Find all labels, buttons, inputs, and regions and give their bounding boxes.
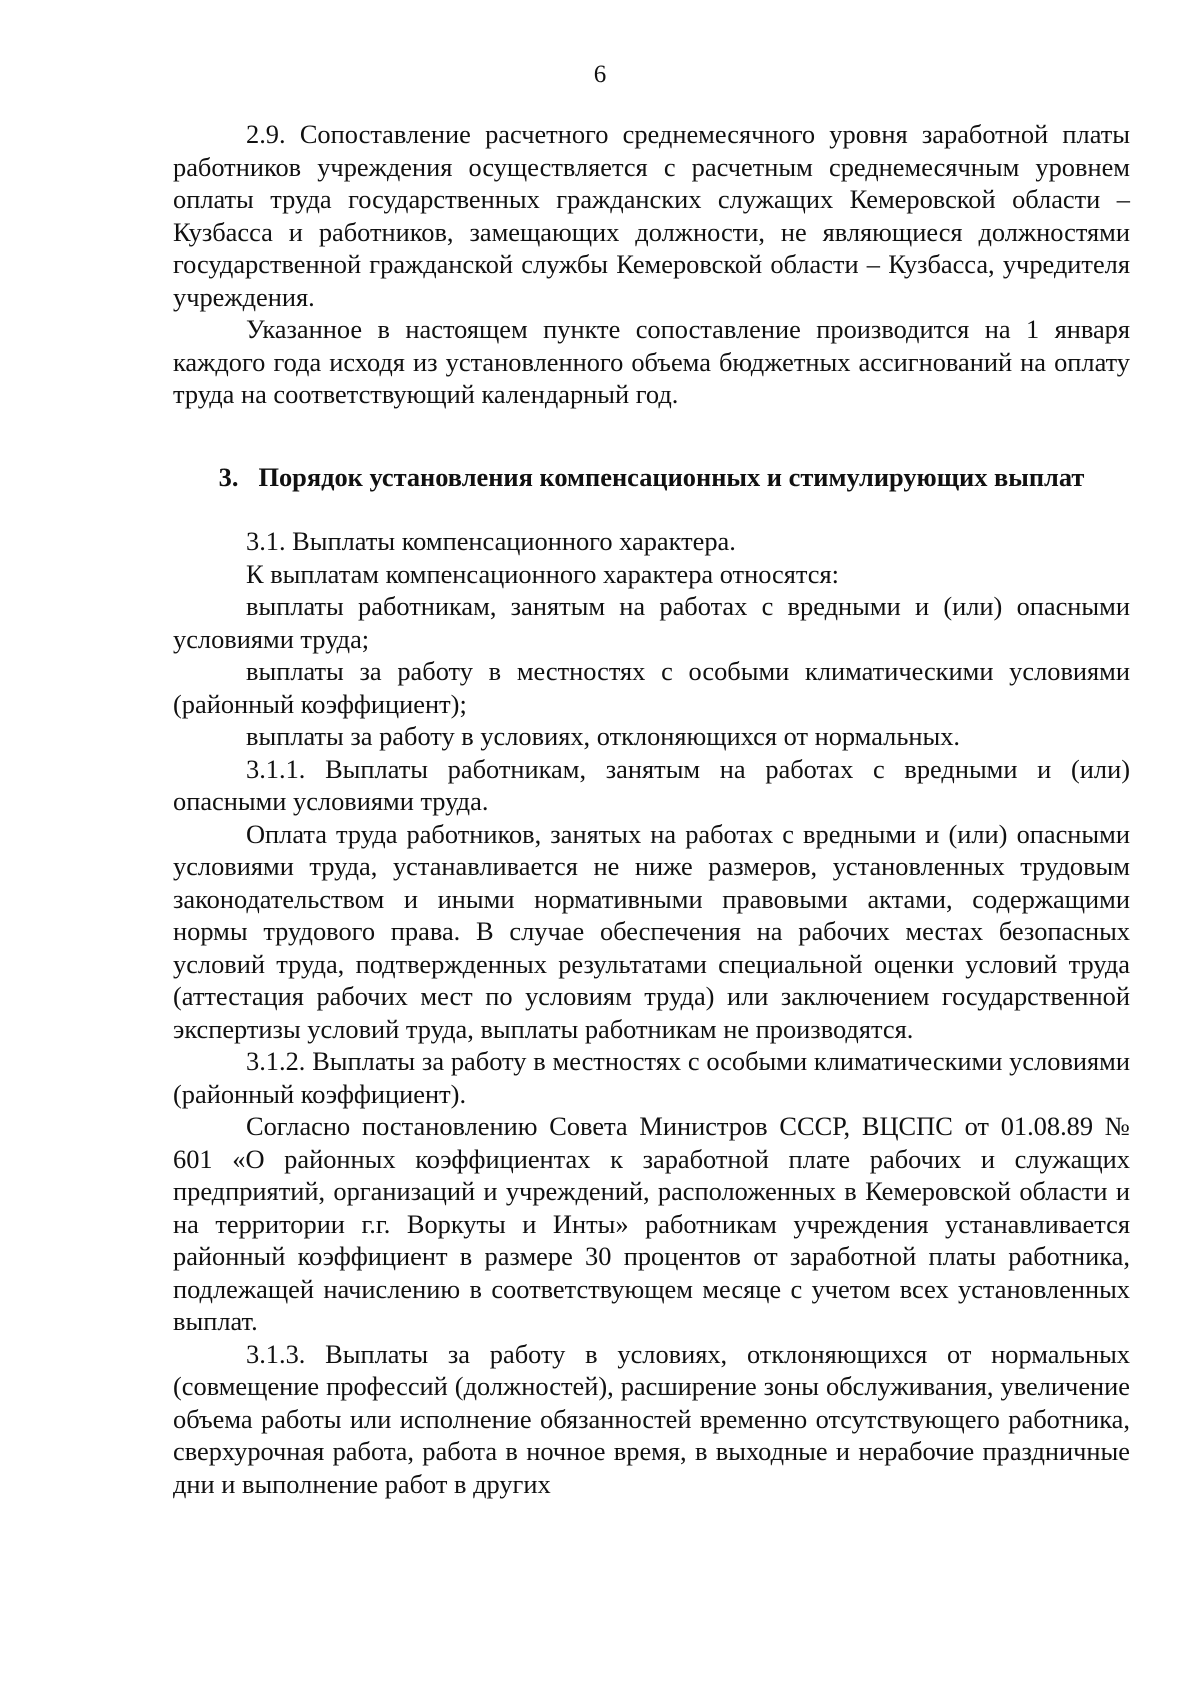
section-3-heading-number: 3. [218, 461, 239, 492]
spacer [173, 411, 1130, 443]
paragraph-3-1-1: 3.1.1. Выплаты работникам, занятым на работах с вредными и (или) опасными условиями труда. [173, 753, 1130, 816]
paragraph-2-9-comparison: Указанное в настоящем пункте сопоставление производится на 1 января каждого года исходя из установленного объема бюджетных ассигнований на оплату труда на соответствующий календарный год. [173, 314, 1130, 409]
paragraph-2-9: 2.9. Сопоставление расчетного среднемесячного уровня заработной платы работников учреждения осуществляется с расчетным среднемесячным уровнем оплаты труда государственных гражданских служащих Кемеровской области – Кузбасса и работников, замещающих должности, не являющиеся должностями государственной гражданской службы Кемеровской области – Кузбасса, учредителя учреждения. [173, 119, 1130, 312]
paragraph-3-1-2-text: Согласно постановлению Совета Министров СССР, ВЦСПС от 01.08.89 № 601 «О районных коэффициентах к заработной плате рабочих и служащих предприятий, организаций и учреждений, расположенных в Кемеровской области и на территории г.г. Воркуты и Инты» работникам учреждения устанавливается районный коэффициент в размере 30 процентов от заработной платы работника, подлежащей начислению в соответствующем месяце с учетом всех установленных выплат. [173, 1111, 1130, 1336]
spacer [173, 493, 1130, 525]
paragraph-list-intro: К выплатам компенсационного характера относятся: [246, 558, 839, 589]
section-3-heading [173, 461, 1130, 494]
section-3-heading-text: Порядок установления компенсационных и стимулирующих выплат [258, 461, 1085, 492]
document-body [173, 118, 1130, 1500]
paragraph-3-1-2: 3.1.2. Выплаты за работу в местностях с особыми климатическими условиями (районный коэффициент). [173, 1046, 1130, 1109]
paragraph-3-1-3: 3.1.3. Выплаты за работу в условиях, отклоняющихся от нормальных (совмещение профессий (должностей), расширение зоны обслуживания, увеличение объема работы или исполнение обязанностей временно отсутствующего работника, сверхурочная работа, работа в ночное время, в выходные и нерабочие праздничные дни и выполнение работ в других [173, 1338, 1130, 1499]
paragraph-3-1: 3.1. Выплаты компенсационного характера. [246, 526, 736, 556]
page-number: 6 [593, 61, 607, 88]
list-item-abnormal: выплаты за работу в условиях, отклоняющихся от нормальных. [246, 721, 961, 751]
paragraph-3-1-1-text: Оплата труда работников, занятых на работах с вредными и (или) опасными условиями труда, устанавливается не ниже размеров, установленных трудовым законодательством и иными нормативными правовыми актами, содержащими нормы трудового права. В случае обеспечения на рабочих местах безопасных условий труда, подтвержденных результатами специальной оценки условий труда (аттестация рабочих мест по условиям труда) или заключением государственной экспертизы условий труда, выплаты работникам не производятся. [173, 818, 1130, 1044]
list-item-climatic: выплаты за работу в местностях с особыми климатическими условиями (районный коэффициент); [173, 656, 1130, 719]
list-item-hazardous: выплаты работникам, занятым на работах с вредными и (или) опасными условиями труда; [173, 591, 1130, 654]
